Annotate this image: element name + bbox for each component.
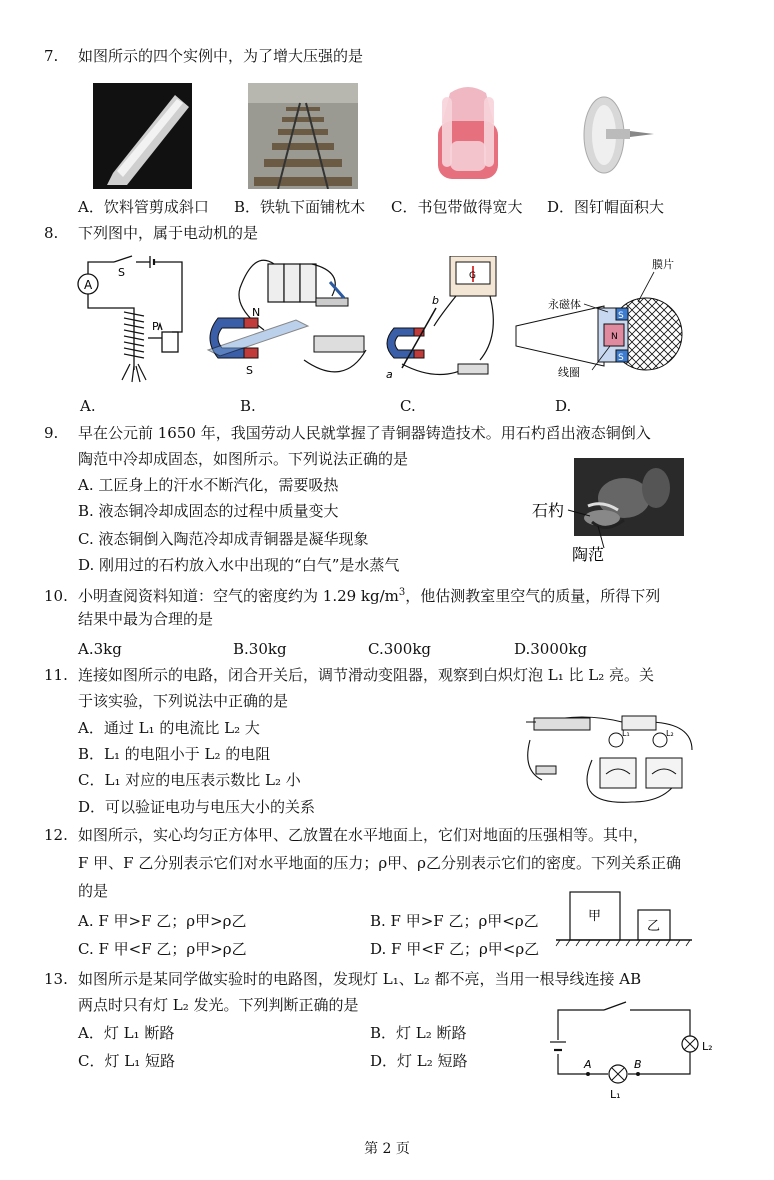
q12-stem-line3: 的是 <box>78 882 109 900</box>
q11-option-a[interactable]: A．通过 L₁ 的电流比 L₂ 大 <box>78 719 260 737</box>
speaker-pole-s-top: S <box>618 311 624 321</box>
q13-stem: 13. 如图所示是某同学做实验时的电路图，发现灯 L₁、L₂ 都不亮，当用一根导线连接 AB <box>44 970 642 988</box>
lamp-l1-label: L₁ <box>622 729 630 738</box>
film-label: 膜片 <box>652 258 674 271</box>
q10-option-c[interactable]: C.300kg <box>368 640 432 658</box>
q10-option-b[interactable]: B.30kg <box>233 640 287 658</box>
point-b-label: B <box>634 1058 642 1071</box>
straw-image <box>93 83 192 189</box>
q12-option-b[interactable]: B. F 甲>F 乙；ρ甲<ρ乙 <box>370 912 539 930</box>
q13-option-c[interactable]: C．灯 L₁ 短路 <box>78 1052 175 1070</box>
two-cubes-diagram <box>554 890 694 948</box>
galvanometer-label: G <box>469 271 476 281</box>
north-pole-label: N <box>252 306 261 319</box>
q8-option-a[interactable]: A. <box>80 397 96 415</box>
q13-option-d[interactable]: D．灯 L₂ 短路 <box>370 1052 468 1070</box>
backpack-image <box>420 83 516 189</box>
q13-option-b[interactable]: B．灯 L₂ 断路 <box>370 1024 467 1042</box>
mold-label: 陶范 <box>572 545 605 564</box>
q10-option-d[interactable]: D.3000kg <box>514 640 588 658</box>
south-pole-label: S <box>246 364 253 377</box>
ladle-label: 石杓 <box>532 501 565 520</box>
q9-option-b[interactable]: B. 液态铜冷却成固态的过程中质量变大 <box>78 502 339 520</box>
q7-stem: 7. 如图所示的四个实例中，为了增大压强的是 <box>44 47 364 65</box>
speaker-pole-n: N <box>611 332 618 342</box>
q12-option-d[interactable]: D. F 甲<F 乙；ρ甲<ρ乙 <box>370 940 540 958</box>
ammeter-label: A <box>84 278 93 292</box>
q7-option-a[interactable]: A．饮料管剪成斜口 <box>78 198 209 216</box>
bronze-casting-photo <box>532 458 684 566</box>
q10-stem-line2: 结果中最为合理的是 <box>78 610 214 628</box>
q7-option-c[interactable]: C．书包带做得宽大 <box>391 198 523 216</box>
q9-option-d[interactable]: D. 刚用过的石杓放入水中出现的“白气”是水蒸气 <box>78 556 400 574</box>
speaker-pole-s-bottom: S <box>618 353 624 363</box>
lamp-l2-circuit-label: L₂ <box>702 1040 713 1053</box>
q10-option-a[interactable]: A.3kg <box>78 640 122 658</box>
cube-jia-label: 甲 <box>588 909 602 924</box>
magnet-label: 永磁体 <box>548 298 581 311</box>
railway-image <box>248 83 358 189</box>
q12-stem: 12. 如图所示，实心均匀正方体甲、乙放置在水平地面上，它们对地面的压强相等。其中， <box>44 826 649 844</box>
electromagnet-circuit-diagram <box>74 252 196 388</box>
q13-option-a[interactable]: A．灯 L₁ 断路 <box>78 1024 175 1042</box>
q7-option-b[interactable]: B．铁轨下面铺枕木 <box>234 198 366 216</box>
motor-experiment-diagram <box>204 252 374 388</box>
q8-stem: 8. 下列图中，属于电动机的是 <box>44 224 259 242</box>
lamp-l1-circuit-label: L₁ <box>610 1088 621 1101</box>
generator-experiment-diagram <box>380 256 502 388</box>
q12-option-c[interactable]: C. F 甲<F 乙；ρ甲>ρ乙 <box>78 940 247 958</box>
q10-stem: 10. 小明查阅资料知道：空气的密度约为 1.29 $kg/m^3$，他估测教室里空气的质量，所得下列 <box>44 587 661 605</box>
q9-option-c[interactable]: C. 液态铜倒入陶范冷却成青铜器是凝华现象 <box>78 530 369 548</box>
q8-option-d[interactable]: D. <box>555 397 572 415</box>
q11-option-b[interactable]: B．L₁ 的电阻小于 L₂ 的电阻 <box>78 745 271 763</box>
q12-option-a[interactable]: A. F 甲>F 乙；ρ甲>ρ乙 <box>78 912 247 930</box>
q9-stem: 9. 早在公元前 1650 年，我国劳动人民就掌握了青铜器铸造技术。用石杓舀出液态铜倒入 <box>44 424 651 442</box>
q12-stem-line2: F 甲、F 乙分别表示它们对水平地面的压力；ρ甲、ρ乙分别表示它们的密度。下列关系正确 <box>78 854 681 872</box>
point-a-label: A <box>584 1058 592 1071</box>
rod-end-a-label: a <box>386 368 393 381</box>
series-circuit-diagram <box>544 998 724 1102</box>
q13-stem-line2: 两点时只有灯 L₂ 发光。下列判断正确的是 <box>78 996 359 1014</box>
lamp-l2-label: L₂ <box>666 729 674 738</box>
speaker-structure-diagram <box>512 254 688 388</box>
lamp-voltage-circuit-photo <box>522 710 702 810</box>
page-footer: 第 2 页 <box>364 1141 410 1157</box>
q11-option-d[interactable]: D．可以验证电功与电压大小的关系 <box>78 798 316 816</box>
q7-option-d[interactable]: D．图钉帽面积大 <box>547 198 665 216</box>
slider-label: P <box>152 320 159 333</box>
q8-option-b[interactable]: B. <box>240 397 256 415</box>
rod-end-b-label: b <box>432 294 439 307</box>
q8-option-c[interactable]: C. <box>400 397 416 415</box>
q11-option-c[interactable]: C．L₁ 对应的电压表示数比 L₂ 小 <box>78 771 301 789</box>
switch-label: S <box>118 266 125 279</box>
cube-yi-label: 乙 <box>647 919 661 934</box>
q9-option-a[interactable]: A. 工匠身上的汗水不断汽化，需要吸热 <box>78 476 339 494</box>
q7-number: 7. <box>44 47 59 65</box>
q11-stem-line2: 于该实验，下列说法中正确的是 <box>78 692 289 710</box>
q9-stem-line2: 陶范中冷却成固态，如图所示。下列说法正确的是 <box>78 450 409 468</box>
coil-label: 线圈 <box>558 366 580 379</box>
q11-stem: 11. 连接如图所示的电路，闭合开关后，调节滑动变阻器，观察到白炽灯泡 L₁ 比 L₂ 亮。关 <box>44 666 655 684</box>
thumbtack-image <box>574 83 664 189</box>
